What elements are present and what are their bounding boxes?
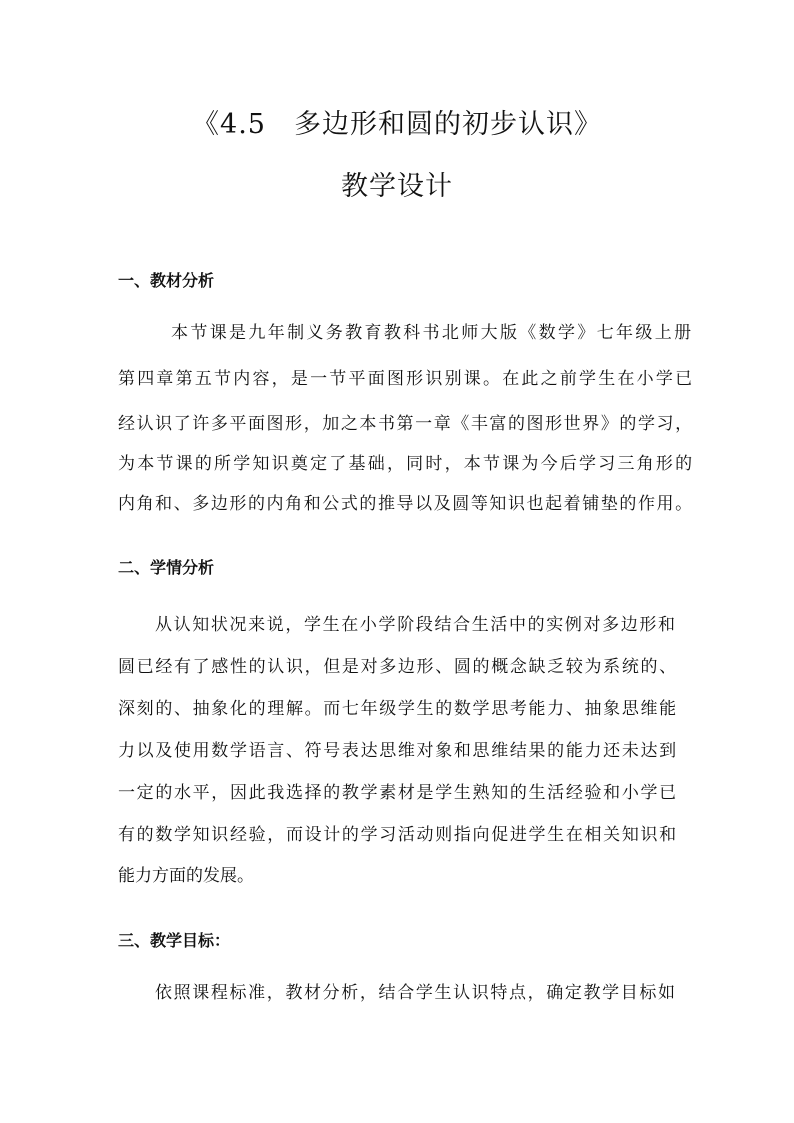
document-title: 《4.5 多边形和圆的初步认识》 [192, 109, 602, 140]
paragraph-line: 能力方面的发展。 [118, 866, 254, 886]
paragraph-line: 第四章第五节内容，是一节平面图形识别课。在此之前学生在小学已 [118, 369, 695, 389]
paragraph-line: 为本节课的所学知识奠定了基础，同时，本节课为今后学习三角形的 [118, 454, 695, 474]
section-heading-student-analysis: 二、学情分析 [118, 558, 215, 577]
paragraph-line: 经认识了许多平面图形，加之本书第一章《丰富的图形世界》的学习， [118, 414, 694, 434]
paragraph-line: 从认知状况来说，学生在小学阶段结合生活中的实例对多边形和 [155, 615, 677, 635]
paragraph-line: 深刻的、抽象化的理解。而七年级学生的数学思考能力、抽象思维能 [118, 699, 678, 719]
paragraph-line: 内角和、多边形的内角和公式的推导以及圆等知识也起着铺垫的作用。 [118, 494, 694, 514]
section-heading-textbook-analysis: 一、教材分析 [118, 271, 215, 290]
paragraph-line: 力以及使用数学语言、符号表达思维对象和思维结果的能力还未达到 [118, 741, 678, 761]
document-subtitle: 教学设计 [341, 171, 453, 202]
paragraph-line: 圆已经有了感性的认识，但是对多边形、圆的概念缺乏较为系统的、 [118, 657, 678, 677]
section-heading-teaching-goals: 三、教学目标： [118, 931, 231, 950]
paragraph-line: 依照课程标准，教材分析，结合学生认识特点，确定教学目标如 [155, 983, 677, 1003]
paragraph-line: 本节课是九年制义务教育教科书北师大版《数学》七年级上册 [171, 323, 694, 343]
paragraph-line: 一定的水平，因此我选择的教学素材是学生熟知的生活经验和小学已 [118, 783, 678, 803]
paragraph-line: 有的数学知识经验，而设计的学习活动则指向促进学生在相关知识和 [118, 825, 678, 845]
